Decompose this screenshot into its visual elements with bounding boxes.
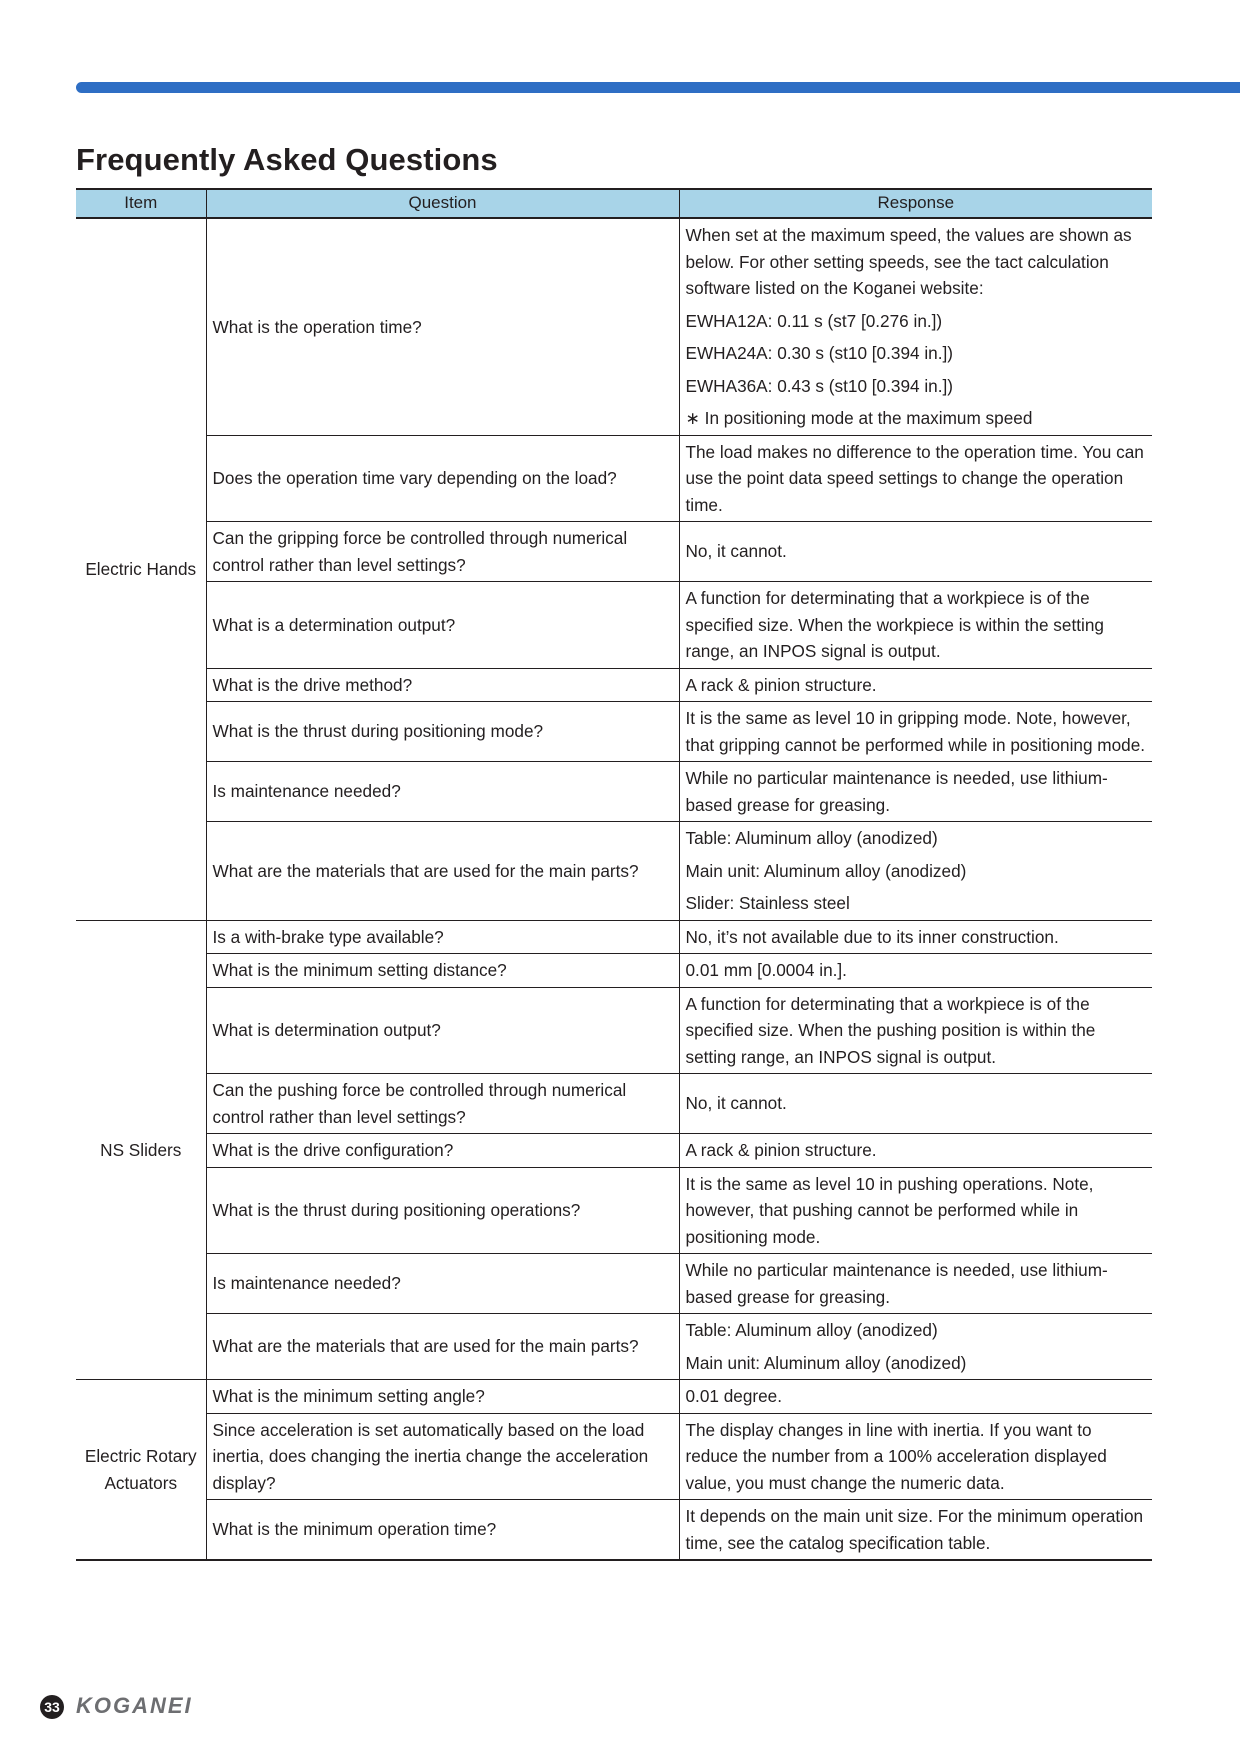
question-text: What is the minimum operation time?: [212, 1519, 497, 1540]
response-text: EWHA36A: 0.43 s (st10 [0.394 in.]): [685, 375, 953, 396]
question-text: What is the drive configuration?: [212, 1140, 454, 1160]
question-text: What are the materials that are used for the main parts?: [212, 1336, 639, 1357]
question-cell: [206, 1134, 679, 1168]
faq-table-body: [76, 218, 1152, 1560]
question-cell: [206, 1413, 679, 1500]
response-cell: [679, 668, 1152, 702]
column-header-item: Item: [76, 189, 206, 218]
page-title: Frequently Asked Questions: [76, 142, 498, 177]
response-text: A function for determinating that a workpiece is of the specified size. When the pushing position is within the setting range, an INPOS signal is output.: [685, 993, 1096, 1067]
response-cell: [679, 1167, 1152, 1254]
question-cell: [206, 218, 679, 435]
question-cell: [206, 435, 679, 522]
response-text: A function for determinating that a workpiece is of the specified size. When the workpiece is within the setting range, an INPOS signal is output.: [685, 588, 1104, 661]
question-cell: [206, 1167, 679, 1254]
table-row: [76, 1413, 1152, 1500]
response-text: The display changes in line with inertia. If you want to reduce the number from a 100% acceleration displayed value, you must change the numeric data.: [685, 1419, 1107, 1493]
table-row: [76, 668, 1152, 702]
item-category-label: Actuators: [104, 1472, 178, 1493]
table-header-row: [76, 189, 1152, 218]
question-cell: [206, 987, 679, 1074]
question-cell: [206, 1314, 679, 1380]
response-text: Table: Aluminum alloy (anodized): [685, 828, 938, 848]
item-category-label: Electric Hands: [85, 559, 197, 579]
response-cell: [679, 762, 1152, 822]
response-cell: [679, 1380, 1152, 1414]
item-category-label: Electric Rotary: [84, 1446, 197, 1466]
response-cell: [679, 822, 1152, 921]
question-text: What is the thrust during positioning mode?: [212, 721, 544, 742]
response-text: A rack & pinion structure.: [685, 1140, 877, 1160]
page-number: 33: [40, 1695, 64, 1719]
table-row: [76, 920, 1152, 954]
question-cell: [206, 668, 679, 702]
brand-logo: KOGANEI: [76, 1693, 193, 1718]
response-cell: [679, 435, 1152, 522]
table-row: [76, 822, 1152, 921]
response-cell: [679, 987, 1152, 1074]
question-text: What is the operation time?: [212, 316, 422, 337]
question-cell: [206, 582, 679, 669]
question-cell: [206, 920, 679, 954]
response-text: While no particular maintenance is needed, use lithium-based grease for greasing.: [685, 768, 1108, 815]
response-cell: [679, 954, 1152, 988]
response-text: It depends on the main unit size. For the minimum operation time, see the catalog specification table.: [685, 1506, 1144, 1553]
question-cell: [206, 1380, 679, 1414]
response-text: A rack & pinion structure.: [685, 674, 877, 695]
table-row: [76, 435, 1152, 522]
question-text: Can the gripping force be controlled through numerical control rather than level settings?: [212, 528, 628, 575]
question-cell: [206, 1254, 679, 1314]
response-text: No, it cannot.: [685, 541, 787, 562]
response-text: It is the same as level 10 in pushing operations. Note, however, that pushing cannot be performed while in positioning mode.: [685, 1173, 1094, 1247]
question-text: Is a with-brake type available?: [212, 926, 444, 947]
column-header-question: Question: [206, 189, 679, 218]
response-text: No, it cannot.: [685, 1093, 787, 1114]
item-category-cell: [76, 920, 206, 1380]
question-text: Does the operation time vary depending on the load?: [212, 468, 617, 488]
response-text: 0.01 mm [0.0004 in.].: [685, 960, 847, 980]
response-cell: [679, 218, 1152, 435]
question-cell: [206, 762, 679, 822]
faq-table: [76, 188, 1152, 1561]
question-cell: [206, 954, 679, 988]
table-row: [76, 702, 1152, 762]
response-cell: [679, 1314, 1152, 1380]
response-text: No, it’s not available due to its inner construction.: [685, 926, 1059, 947]
table-row: [76, 522, 1152, 582]
response-cell: [679, 582, 1152, 669]
response-cell: [679, 702, 1152, 762]
table-row: [76, 1167, 1152, 1254]
question-text: Is maintenance needed?: [212, 781, 401, 802]
table-row: [76, 954, 1152, 988]
table-row: [76, 1314, 1152, 1380]
response-text: Main unit: Aluminum alloy (anodized): [685, 1352, 967, 1373]
response-text: 0.01 degree.: [685, 1386, 783, 1406]
response-text: EWHA24A: 0.30 s (st10 [0.394 in.]): [685, 343, 953, 363]
question-text: Is maintenance needed?: [212, 1273, 401, 1294]
question-cell: [206, 1500, 679, 1561]
response-text: EWHA12A: 0.11 s (st7 [0.276 in.]): [685, 310, 943, 331]
response-cell: [679, 522, 1152, 582]
top-accent-bar: [76, 82, 1240, 93]
question-cell: [206, 822, 679, 921]
response-text: Table: Aluminum alloy (anodized): [685, 1320, 938, 1340]
question-text: Can the pushing force be controlled through numerical control rather than level settings?: [212, 1080, 627, 1127]
question-text: What is a determination output?: [212, 614, 456, 635]
question-text: What is the drive method?: [212, 674, 413, 695]
response-cell: [679, 1500, 1152, 1561]
question-cell: [206, 1074, 679, 1134]
question-text: What is the minimum setting angle?: [212, 1386, 485, 1406]
question-text: What are the materials that are used for the main parts?: [212, 860, 639, 881]
response-text: Main unit: Aluminum alloy (anodized): [685, 860, 967, 881]
table-row: [76, 1500, 1152, 1561]
question-text: What is determination output?: [212, 1020, 441, 1040]
item-category-label: NS Sliders: [100, 1139, 182, 1160]
response-cell: [679, 1074, 1152, 1134]
question-cell: [206, 702, 679, 762]
table-row: [76, 1380, 1152, 1414]
question-text: Since acceleration is set automatically based on the load inertia, does changing the inertia change the acceleration display?: [212, 1419, 649, 1493]
response-text: The load makes no difference to the operation time. You can use the point data speed settings to change the operation time.: [685, 441, 1144, 515]
item-category-cell: [76, 218, 206, 920]
response-text: When set at the maximum speed, the values are shown as below. For other setting speeds, see the tact calculation software listed on the Koganei website:: [685, 225, 1132, 298]
response-cell: [679, 920, 1152, 954]
table-row: [76, 582, 1152, 669]
question-text: What is the thrust during positioning operations?: [212, 1200, 581, 1220]
question-cell: [206, 522, 679, 582]
response-text: While no particular maintenance is needed, use lithium-based grease for greasing.: [685, 1260, 1108, 1307]
response-cell: [679, 1254, 1152, 1314]
table-row: [76, 1074, 1152, 1134]
table-row: [76, 762, 1152, 822]
response-text: Slider: Stainless steel: [685, 893, 850, 913]
question-text: What is the minimum setting distance?: [212, 960, 507, 980]
table-row: [76, 218, 1152, 435]
response-cell: [679, 1413, 1152, 1500]
response-cell: [679, 1134, 1152, 1168]
table-row: [76, 1254, 1152, 1314]
item-category-cell: [76, 1380, 206, 1561]
table-row: [76, 1134, 1152, 1168]
table-row: [76, 987, 1152, 1074]
response-text: ∗ In positioning mode at the maximum speed: [685, 408, 1033, 428]
column-header-response: Response: [679, 189, 1152, 218]
response-text: It is the same as level 10 in gripping mode. Note, however, that gripping cannot be performed while in positioning mode.: [685, 708, 1146, 755]
